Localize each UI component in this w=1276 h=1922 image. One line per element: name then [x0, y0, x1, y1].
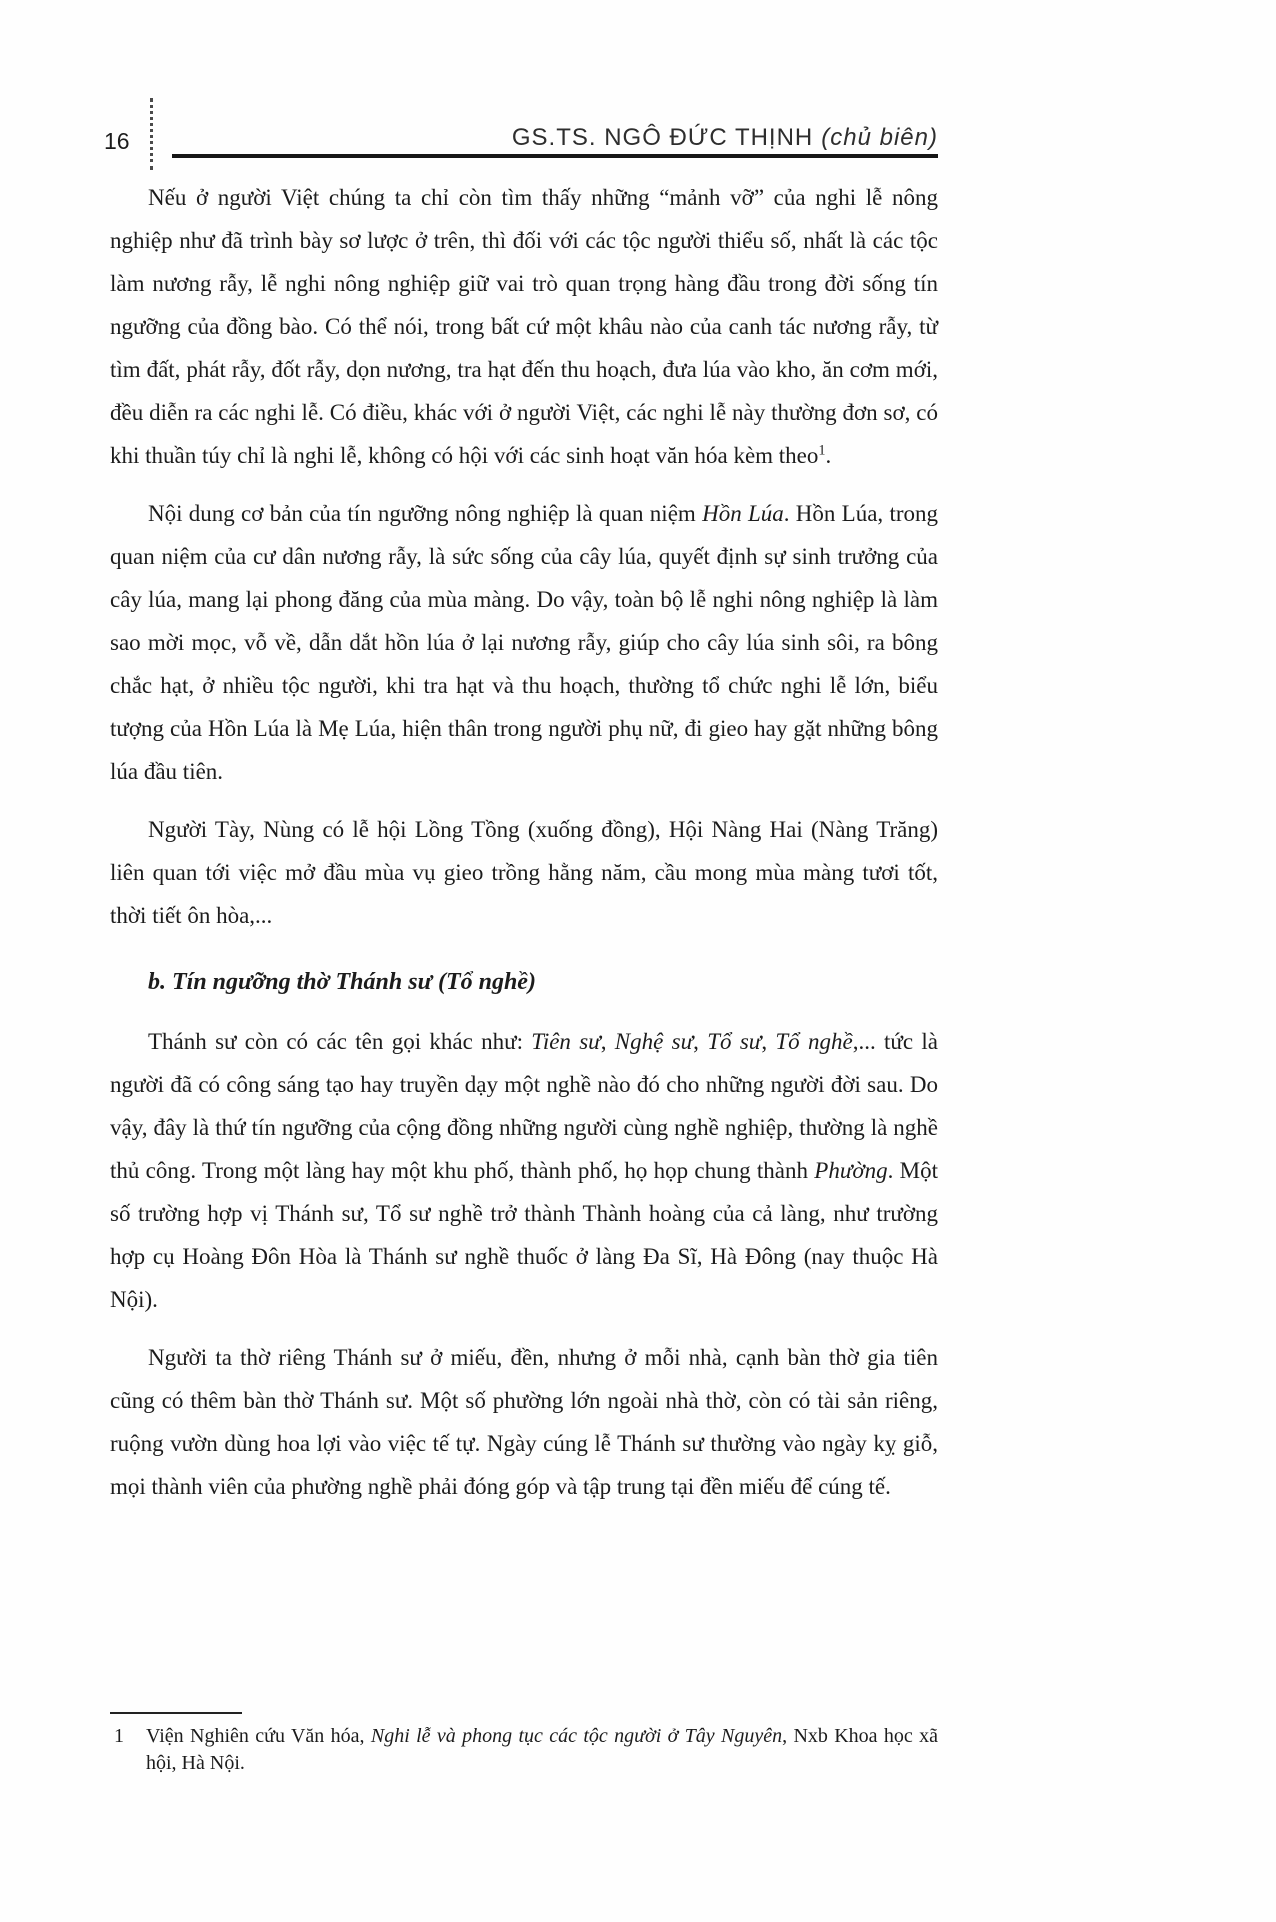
text-segment: Tiên sư — [531, 1029, 601, 1054]
text-segment: Tổ nghề — [775, 1029, 853, 1054]
footnote-reference: 1 — [818, 442, 826, 459]
text-segment: Người Tày, Nùng có lễ hội Lồng Tồng (xuống đồng), Hội Nàng Hai (Nàng Trăng) liên quan tới việc mở đầu mùa vụ gieo trồng hằng năm, cầu mong mùa màng tươi tốt, thời tiết ôn hòa,... — [110, 817, 938, 928]
text-segment: , — [761, 1029, 776, 1054]
running-head-author: GS.TS. NGÔ ĐỨC THỊNH — [511, 124, 814, 151]
text-segment: b. Tín ngưỡng thờ Thánh sư (Tổ nghề) — [148, 969, 536, 995]
running-head-role: (chủ biên) — [821, 124, 938, 151]
paragraph — [110, 1336, 938, 1508]
text-segment: Nghi lễ và phong tục các tộc người ở Tây Nguyên — [370, 1725, 783, 1747]
text-segment: Tổ sư — [707, 1029, 762, 1054]
text-segment: Viện Nghiên cứu Văn hóa, — [146, 1725, 371, 1747]
text-segment: Phường — [814, 1158, 888, 1183]
footnote-entry — [110, 1723, 938, 1777]
text-segment: . — [825, 443, 832, 468]
text-segment: Nội dung cơ bản của tín ngưỡng nông nghiệp là quan niệm — [148, 501, 703, 526]
paragraph — [110, 808, 938, 937]
text-segment: . Hồn Lúa, trong quan niệm của cư dân nương rẫy, là sức sống của cây lúa, quyết định sự sinh trưởng của cây lúa, mang lại phong đăng của mùa màng. Do vậy, toàn bộ lễ nghi nông nghiệp là làm sao mời mọc, vỗ về, dẫn dắt hồn lúa ở lại nương rẫy, giúp cho cây lúa sinh sôi, ra bông chắc hạt, ở nhiều tộc người, khi tra hạt và thu hoạch, thường tổ chức nghi lễ lớn, biểu tượng của Hồn Lúa là Mẹ Lúa, hiện thân trong người phụ nữ, đi gieo hay gặt những bông lúa đầu tiên. — [110, 501, 938, 784]
paragraph — [110, 1020, 938, 1321]
body-content — [110, 176, 938, 1523]
footnote-marker: 1 — [114, 1725, 124, 1747]
text-segment: Nghệ sư — [614, 1029, 694, 1054]
text-segment: Nếu ở người Việt chúng ta chỉ còn tìm thấy những “mảnh vỡ” của nghi lễ nông nghiệp như đã trình bày sơ lược ở trên, thì đối với các tộc người thiểu số, nhất là các tộc làm nương rẫy, lễ nghi nông nghiệp giữ vai trò quan trọng hàng đầu trong đời sống tín ngưỡng của đồng bào. Có thể nói, trong bất cứ một khâu nào của canh tác nương rẫy, từ tìm đất, phát rẫy, đốt rẫy, dọn nương, tra hạt đến thu hoạch, đưa lúa vào kho, ăn cơm mới, đều diễn ra các nghi lễ. Có điều, khác với ở người Việt, các nghi lễ này thường đơn sơ, có khi thuần túy chỉ là nghi lễ, không có hội với các sinh hoạt văn hóa kèm theo — [110, 185, 938, 468]
text-segment: Thánh sư còn có các tên gọi khác như: — [148, 1029, 532, 1054]
text-segment: , — [693, 1029, 708, 1054]
paragraph — [110, 492, 938, 793]
page-number: 16 — [104, 128, 130, 154]
running-head — [512, 124, 938, 152]
header-ornament-line — [150, 98, 153, 170]
text-segment: Người ta thờ riêng Thánh sư ở miếu, đền, nhưng ở mỗi nhà, cạnh bàn thờ gia tiên cũng có thêm bàn thờ Thánh sư. Một số phường lớn ngoài nhà thờ, còn có tài sản riêng, ruộng vườn dùng hoa lợi vào việc tế tự. Ngày cúng lễ Thánh sư thường vào ngày kỵ giỗ, mọi thành viên của phường nghề phải đóng góp và tập trung tại đền miếu để cúng tế. — [110, 1345, 938, 1499]
section-heading — [110, 961, 938, 1004]
footnote — [110, 1712, 938, 1777]
header-rule — [172, 154, 938, 158]
text-segment: , Nxb Khoa học xã hội, Hà Nội. — [146, 1725, 939, 1774]
text-segment: ,... tức là người đã có công sáng tạo hay truyền dạy một nghề nào đó cho những người đời sau. Do vậy, đây là thứ tín ngưỡng của cộng đồng những người cùng nghề nghiệp, thường là nghề thủ công. Trong một làng hay một khu phố, thành phố, họ họp chung thành — [110, 1029, 938, 1183]
text-segment: . Một số trường hợp vị Thánh sư, Tổ sư nghề trở thành Thành hoàng của cả làng, như trường hợp cụ Hoàng Đôn Hòa là Thánh sư nghề thuốc ở làng Đa Sĩ, Hà Đông (nay thuộc Hà Nội). — [110, 1158, 939, 1312]
paragraph — [110, 176, 938, 477]
text-segment: , — [600, 1029, 615, 1054]
footnote-text — [146, 1725, 938, 1774]
footnote-rule — [110, 1712, 242, 1714]
text-segment: Hồn Lúa — [702, 501, 784, 526]
